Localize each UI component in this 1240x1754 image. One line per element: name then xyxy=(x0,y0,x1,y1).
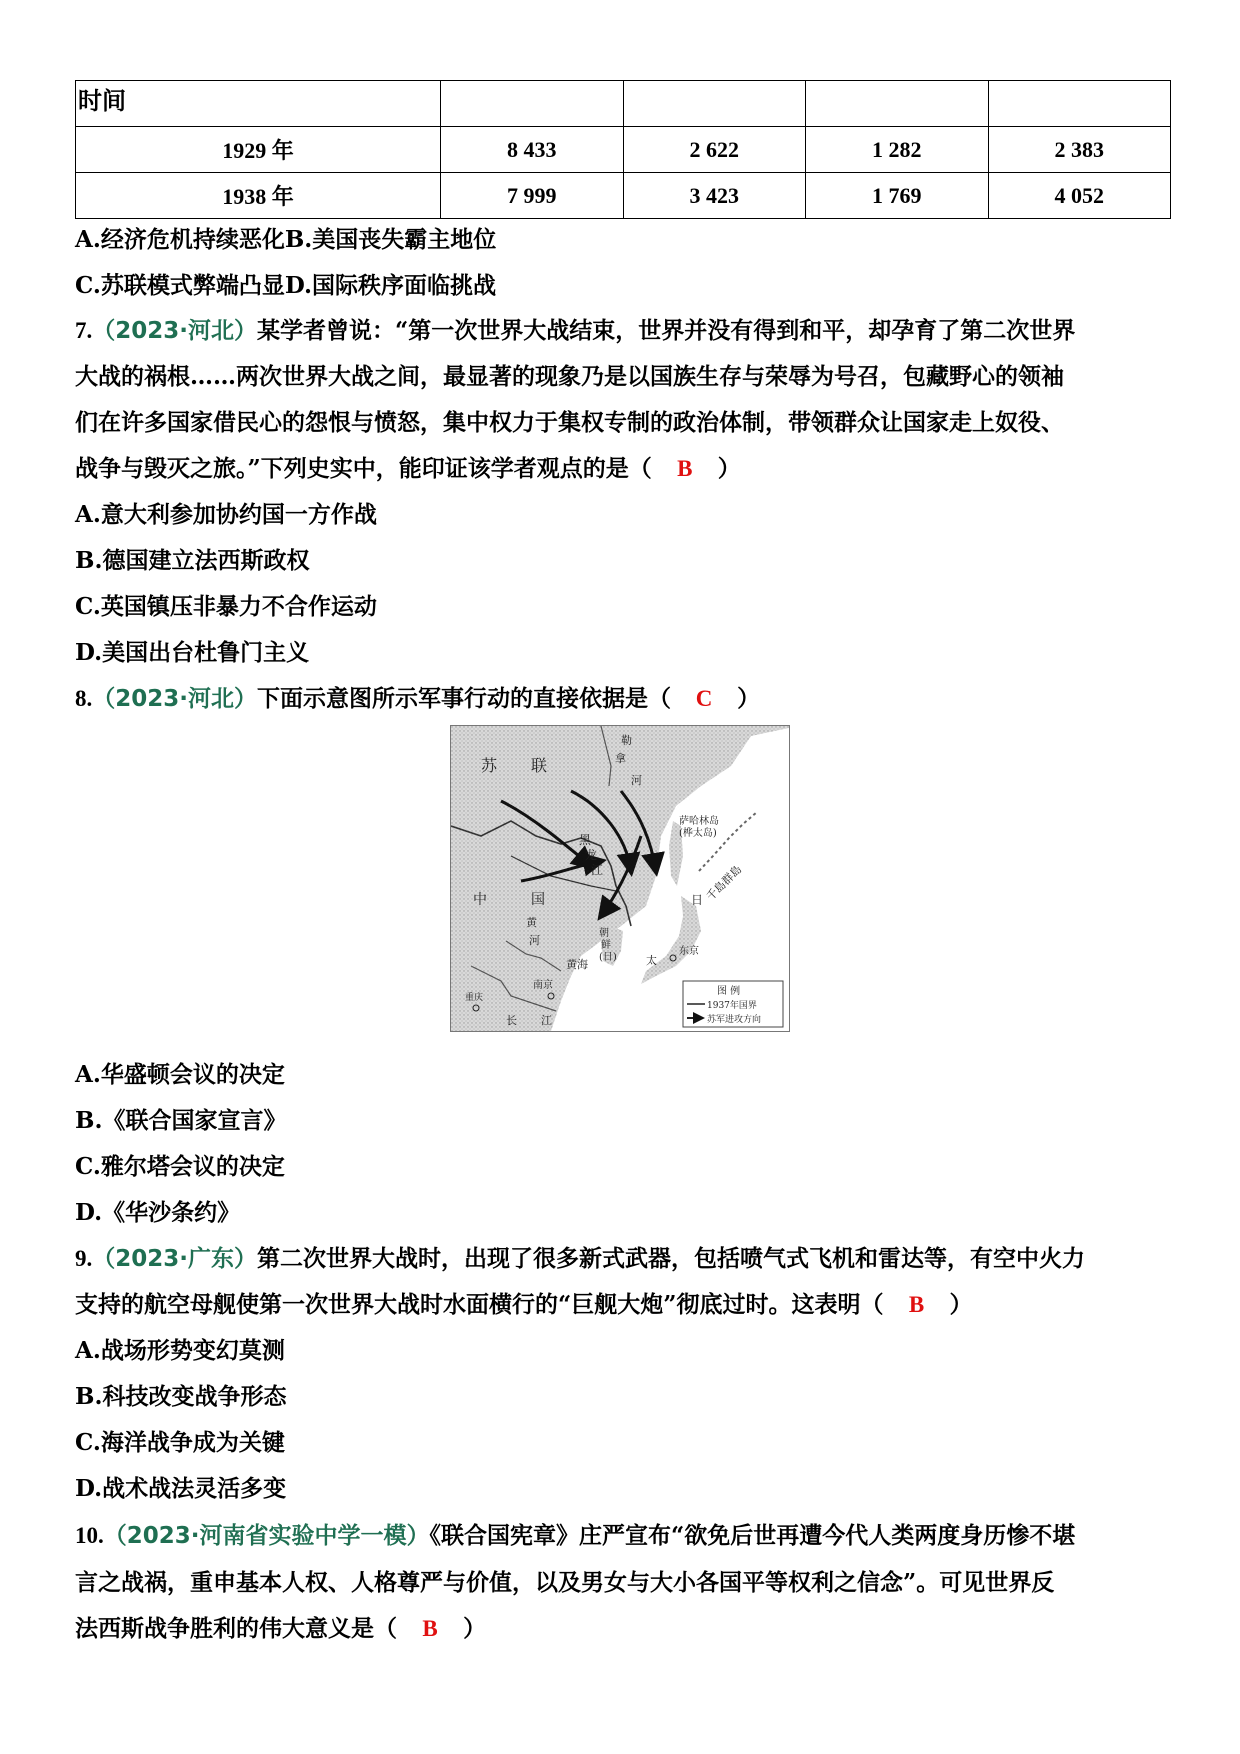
legend-title: 图 例 xyxy=(717,986,741,997)
map-label-changjiang: 江 xyxy=(541,1014,552,1027)
q9-option: B.科技改变战争形态 xyxy=(75,1383,287,1410)
question-number: 10. xyxy=(75,1523,104,1548)
stem-text: 第二次世界大战时，出现了很多新式武器，包括喷气式飞机和雷达等，有空中火力 xyxy=(257,1245,1086,1272)
question-source: （2023·广东） xyxy=(92,1246,258,1272)
q6-option-line: A.经济危机持续恶化B.美国丧失霸主地位 xyxy=(75,226,497,253)
map-label-heilongjiang: 黑 xyxy=(579,833,592,847)
q7-option: B.德国建立法西斯政权 xyxy=(75,547,310,574)
q7-stem-line: 们在许多国家借民心的怨恨与愤怒，集中权力于集权专制的政治体制，带领群众让国家走上奴役、 xyxy=(75,409,1064,436)
q7-stem-line: 大战的祸根……两次世界大战之间，最显著的现象乃是以国族生存与荣辱为号召，包藏野心的领袖 xyxy=(75,363,1064,390)
stem-text: 《联合国宪章》庄严宣布“欲免后世再遭今代人类两度身历惨不堪 xyxy=(429,1522,1076,1549)
map-label-japan: 日 xyxy=(691,893,704,907)
map-label-lena: 河 xyxy=(631,774,642,787)
answer-mark: B xyxy=(908,1292,925,1317)
question-source: （2023·河北） xyxy=(92,318,258,344)
paren-close: ） xyxy=(737,685,761,712)
map-label-korea: (日) xyxy=(599,952,617,963)
map-label-zhongguo: 国 xyxy=(531,892,545,908)
question-number: 7. xyxy=(75,318,93,343)
map-label-sulian: 苏 xyxy=(481,756,498,775)
header-cell xyxy=(623,81,806,127)
map-legend xyxy=(683,981,783,1027)
value-cell: 8 433 xyxy=(441,127,624,173)
question-number: 8. xyxy=(75,686,93,711)
value-cell: 7 999 xyxy=(441,173,624,219)
stem-text: 某学者曾说：“第一次世界大战结束，世界并没有得到和平，却孕育了第二次世界 xyxy=(257,317,1076,344)
q7-option: A.意大利参加协约国一方作战 xyxy=(75,501,377,528)
table-row xyxy=(76,127,1171,173)
map-svg xyxy=(451,726,789,1031)
q8-option: B.《联合国家宣言》 xyxy=(75,1107,287,1134)
paren-close: ） xyxy=(949,1291,973,1318)
map-label-huanghe: 黄 xyxy=(526,916,537,929)
header-cell xyxy=(441,81,624,127)
q9-option: D.战术战法灵活多变 xyxy=(75,1475,287,1502)
map-label-lena: 勒 xyxy=(621,734,632,747)
q8-option: C.雅尔塔会议的决定 xyxy=(75,1153,285,1180)
map-label-korea: 鲜 xyxy=(601,940,611,951)
q9-option: A.战场形势变幻莫测 xyxy=(75,1337,285,1364)
map-label-korea: 朝 xyxy=(599,928,609,939)
legend-border-label: 1937年国界 xyxy=(707,1001,757,1011)
answer-mark: B xyxy=(422,1616,438,1641)
question-source: （2023·河北） xyxy=(92,686,258,712)
answer-mark: B xyxy=(677,456,693,481)
q8-option: A.华盛顿会议的决定 xyxy=(75,1061,285,1088)
q7-option: C.英国镇压非暴力不合作运动 xyxy=(75,593,377,620)
q9-option: C.海洋战争成为关键 xyxy=(75,1429,285,1456)
map-label-kuril: 千島群島 xyxy=(703,862,745,904)
table-row xyxy=(76,173,1171,219)
map-label-zhongguo: 中 xyxy=(473,892,487,908)
q7-stem-line xyxy=(75,308,1175,354)
value-cell: 2 622 xyxy=(623,127,806,173)
map-label-huanghe: 河 xyxy=(529,934,540,947)
header-cell xyxy=(988,81,1171,127)
value-cell: 3 423 xyxy=(623,173,806,219)
paren-close: ） xyxy=(463,1615,487,1642)
map-label-changjiang: 长 xyxy=(506,1014,517,1027)
map-label-pacific: 太 xyxy=(646,954,657,967)
map-label-sakhalin: 萨哈林岛 xyxy=(679,816,719,827)
map-label-bohai: 黄海 xyxy=(566,958,588,971)
stem-text: 法西斯战争胜利的伟大意义是（ xyxy=(75,1615,397,1642)
stem-text: 战争与毁灭之旅。”下列史实中，能印证该学者观点的是（ xyxy=(75,455,652,482)
map-label-nanjing: 南京 xyxy=(533,980,553,991)
question-number: 9. xyxy=(75,1246,93,1271)
map-label-heilongjiang: 江 xyxy=(591,863,604,877)
q10-stem-line xyxy=(75,1513,1175,1559)
header-cell-time: 时间 xyxy=(76,81,441,127)
q10-stem-line xyxy=(75,1606,1175,1652)
question-source: （2023·河南省实验中学一模） xyxy=(103,1523,430,1549)
stem-text: 支持的航空母舰使第一次世界大战时水面横行的“巨舰大炮”彻底过时。这表明（ xyxy=(75,1291,884,1318)
header-cell xyxy=(806,81,989,127)
value-cell: 1 769 xyxy=(806,173,989,219)
legend-arrow-label: 苏军进攻方向 xyxy=(707,1015,762,1025)
answer-mark: C xyxy=(695,686,713,711)
q7-stem-line xyxy=(75,446,1175,492)
value-cell: 1 282 xyxy=(806,127,989,173)
map-label-heilongjiang: 龙 xyxy=(585,848,598,862)
map-label-tokyo: 东京 xyxy=(679,946,699,957)
map-label-chongqing: 重庆 xyxy=(465,993,484,1003)
q9-stem-line xyxy=(75,1236,1175,1282)
map-label-karafuto: (桦太岛) xyxy=(679,828,717,839)
stem-text: 下面示意图所示军事行动的直接依据是（ xyxy=(257,685,672,712)
military-map xyxy=(450,725,790,1032)
data-table xyxy=(75,80,1171,219)
year-cell: 1938 年 xyxy=(76,173,441,219)
value-cell: 4 052 xyxy=(988,173,1171,219)
year-cell: 1929 年 xyxy=(76,127,441,173)
q7-option: D.美国出台杜鲁门主义 xyxy=(75,639,310,666)
table-header-row xyxy=(76,81,1171,127)
q10-stem-line: 言之战祸，重申基本人权、人格尊严与价值，以及男女与大小各国平等权利之信念”。可见世界反 xyxy=(75,1569,1055,1596)
q8-stem-line xyxy=(75,676,1175,722)
value-cell: 2 383 xyxy=(988,127,1171,173)
q8-option: D.《华沙条约》 xyxy=(75,1199,241,1226)
q6-option-line: C.苏联模式弊端凸显D.国际秩序面临挑战 xyxy=(75,272,497,299)
q9-stem-line xyxy=(75,1282,1175,1328)
japan-islands xyxy=(641,896,701,984)
map-label-sulian: 联 xyxy=(531,756,548,775)
map-label-lena: 拿 xyxy=(615,752,626,765)
paren-close: ） xyxy=(717,455,741,482)
